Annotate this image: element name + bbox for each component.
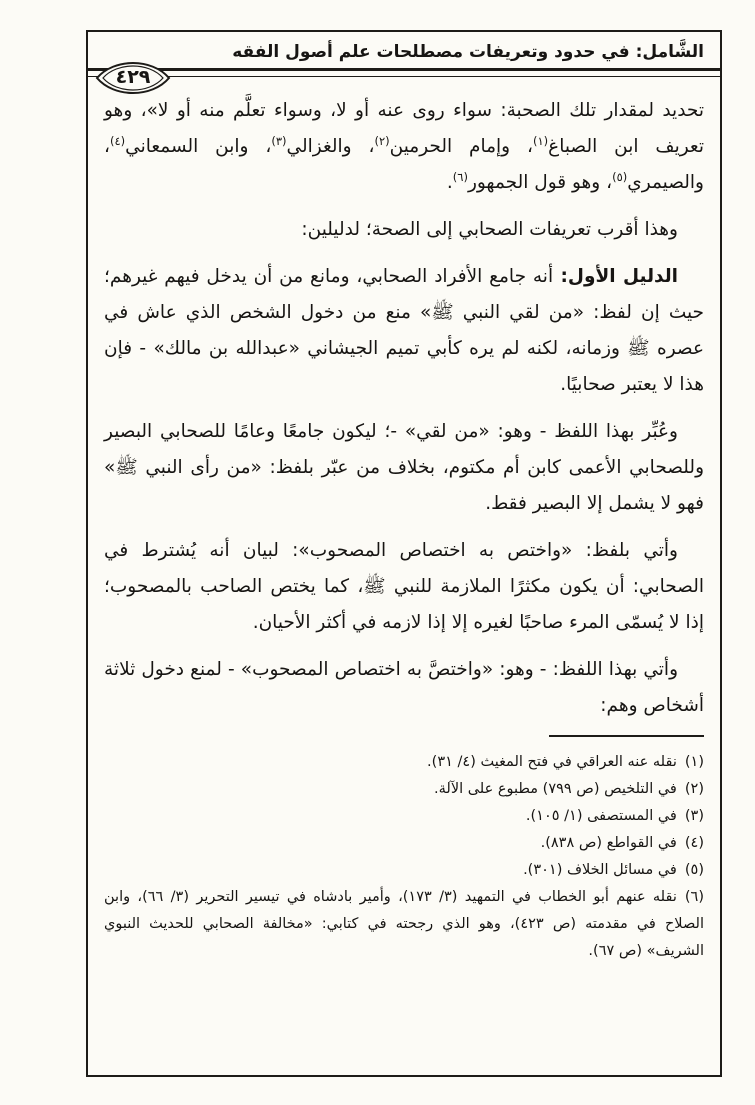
page-number-badge — [94, 55, 172, 101]
paragraph — [104, 652, 704, 724]
text-run: تحديد لمقدار تلك الصحبة: سواء روى عنه أو لا، وسواء تعلَّم منه أو لا»، وهو تعريف ابن الصباغ — [104, 100, 704, 157]
text-run: . — [446, 172, 453, 193]
body-paragraphs — [88, 77, 720, 724]
text-run: أنه جامع الأفراد الصحابي، ومانع من أن يدخل فيهم غيرهم؛ حيث إن لفظ: «من لقي النبي ﷺ» منع من دخول الشخص الذي عاش في عصره ﷺ وزمانه، لكنه لم يره كأبي تميم الجيشاني «عبدالله بن مالك» - فإن هذا لا يعتبر صحابيًا. — [104, 266, 704, 395]
footnote-item — [104, 776, 704, 803]
footnote-item — [104, 803, 704, 830]
page-number: ٤٢٩ — [115, 66, 151, 88]
text-run: الدليل الأول: — [553, 266, 679, 287]
paragraph — [104, 212, 704, 248]
text-run: ، وإمام الحرمين — [389, 136, 533, 157]
footnote-item — [104, 857, 704, 884]
footnote-ref: (١) — [532, 134, 549, 148]
footnotes-list — [88, 749, 720, 977]
page-header — [88, 32, 720, 68]
footnote-text: نقله عنه العراقي في فتح المغيث (٤/ ٣١). — [427, 754, 677, 770]
footnote-text: نقله عنهم أبو الخطاب في التمهيد (٣/ ١٧٣)، وأمير بادشاه في تيسير التحرير (٣/ ٦٦)، وابن الصلاح في مقدمته (ص ٤٢٣)، وهو الذي رجحته في كتابي: «مخالفة الصحابي للحديث النبوي الشريف» (ص ٦٧). — [104, 889, 704, 959]
footnote-text: في المستصفى (١/ ١٠٥). — [525, 808, 677, 824]
footnote-number: (١) — [684, 754, 704, 770]
footnote-item — [104, 830, 704, 857]
footnote-ref: (٢) — [374, 134, 390, 148]
footnote-number: (٢) — [684, 781, 704, 797]
text-run: ، والصيمري — [104, 136, 704, 193]
text-run: وأتي بهذا اللفظ: - وهو: «واختصَّ به اختصاص المصحوب» - لمنع دخول ثلاثة أشخاص وهم: — [104, 659, 704, 716]
footnote-text: في القواطع (ص ٨٣٨). — [540, 835, 677, 851]
footnote-ref: (٦) — [452, 170, 468, 184]
footnote-separator — [549, 735, 704, 737]
text-run: وعُبِّر بهذا اللفظ - وهو: «من لقي» -؛ ليكون جامعًا وعامًا للصحابي البصير وللصحابي الأعمى كابن أم مكتوم، بخلاف من عبّر بلفظ: «من رأى النبي ﷺ» فهو لا يشمل إلا البصير فقط. — [104, 421, 704, 514]
footnote-item — [104, 884, 704, 965]
footnote-number: (٥) — [684, 862, 704, 878]
page-frame — [86, 30, 722, 1077]
footnote-number: (٣) — [684, 808, 704, 824]
footnote-number: (٦) — [684, 889, 704, 905]
footnote-ref: (٥) — [612, 170, 628, 184]
footnote-number: (٤) — [684, 835, 704, 851]
text-run: وهذا أقرب تعريفات الصحابي إلى الصحة؛ لدليلين: — [301, 219, 678, 240]
footnote-text: في التلخيص (ص ٧٩٩) مطبوع على الآلة. — [434, 781, 677, 797]
text-run: ، وابن السمعاني — [125, 136, 272, 157]
footnote-item — [104, 749, 704, 776]
paragraph — [104, 533, 704, 641]
header-divider — [88, 68, 720, 77]
text-run: وأتي بلفظ: «واختص به اختصاص المصحوب»: لبيان أنه يُشترط في الصحابي: أن يكون مكثرًا الملازمة للنبي ﷺ، كما يختص الصاحب بالمصحوب؛ إذا لا يُسمّى المرء صاحبًا لغيره إلا إذا لازمه في أكثر الأحيان. — [104, 540, 704, 633]
paragraph — [104, 414, 704, 522]
paragraph — [104, 93, 704, 201]
footnote-ref: (٣) — [271, 134, 287, 148]
footnote-text: في مسائل الخلاف (٣٠١). — [523, 862, 677, 878]
running-head-title: الشَّامل: في حدود وتعريفات مصطلحات علم أصول الفقه — [232, 42, 704, 62]
footnote-ref: (٤) — [109, 134, 126, 148]
text-run: ، وهو قول الجمهور — [467, 172, 613, 193]
paragraph — [104, 259, 704, 403]
text-run: ، والغزالي — [286, 136, 375, 157]
